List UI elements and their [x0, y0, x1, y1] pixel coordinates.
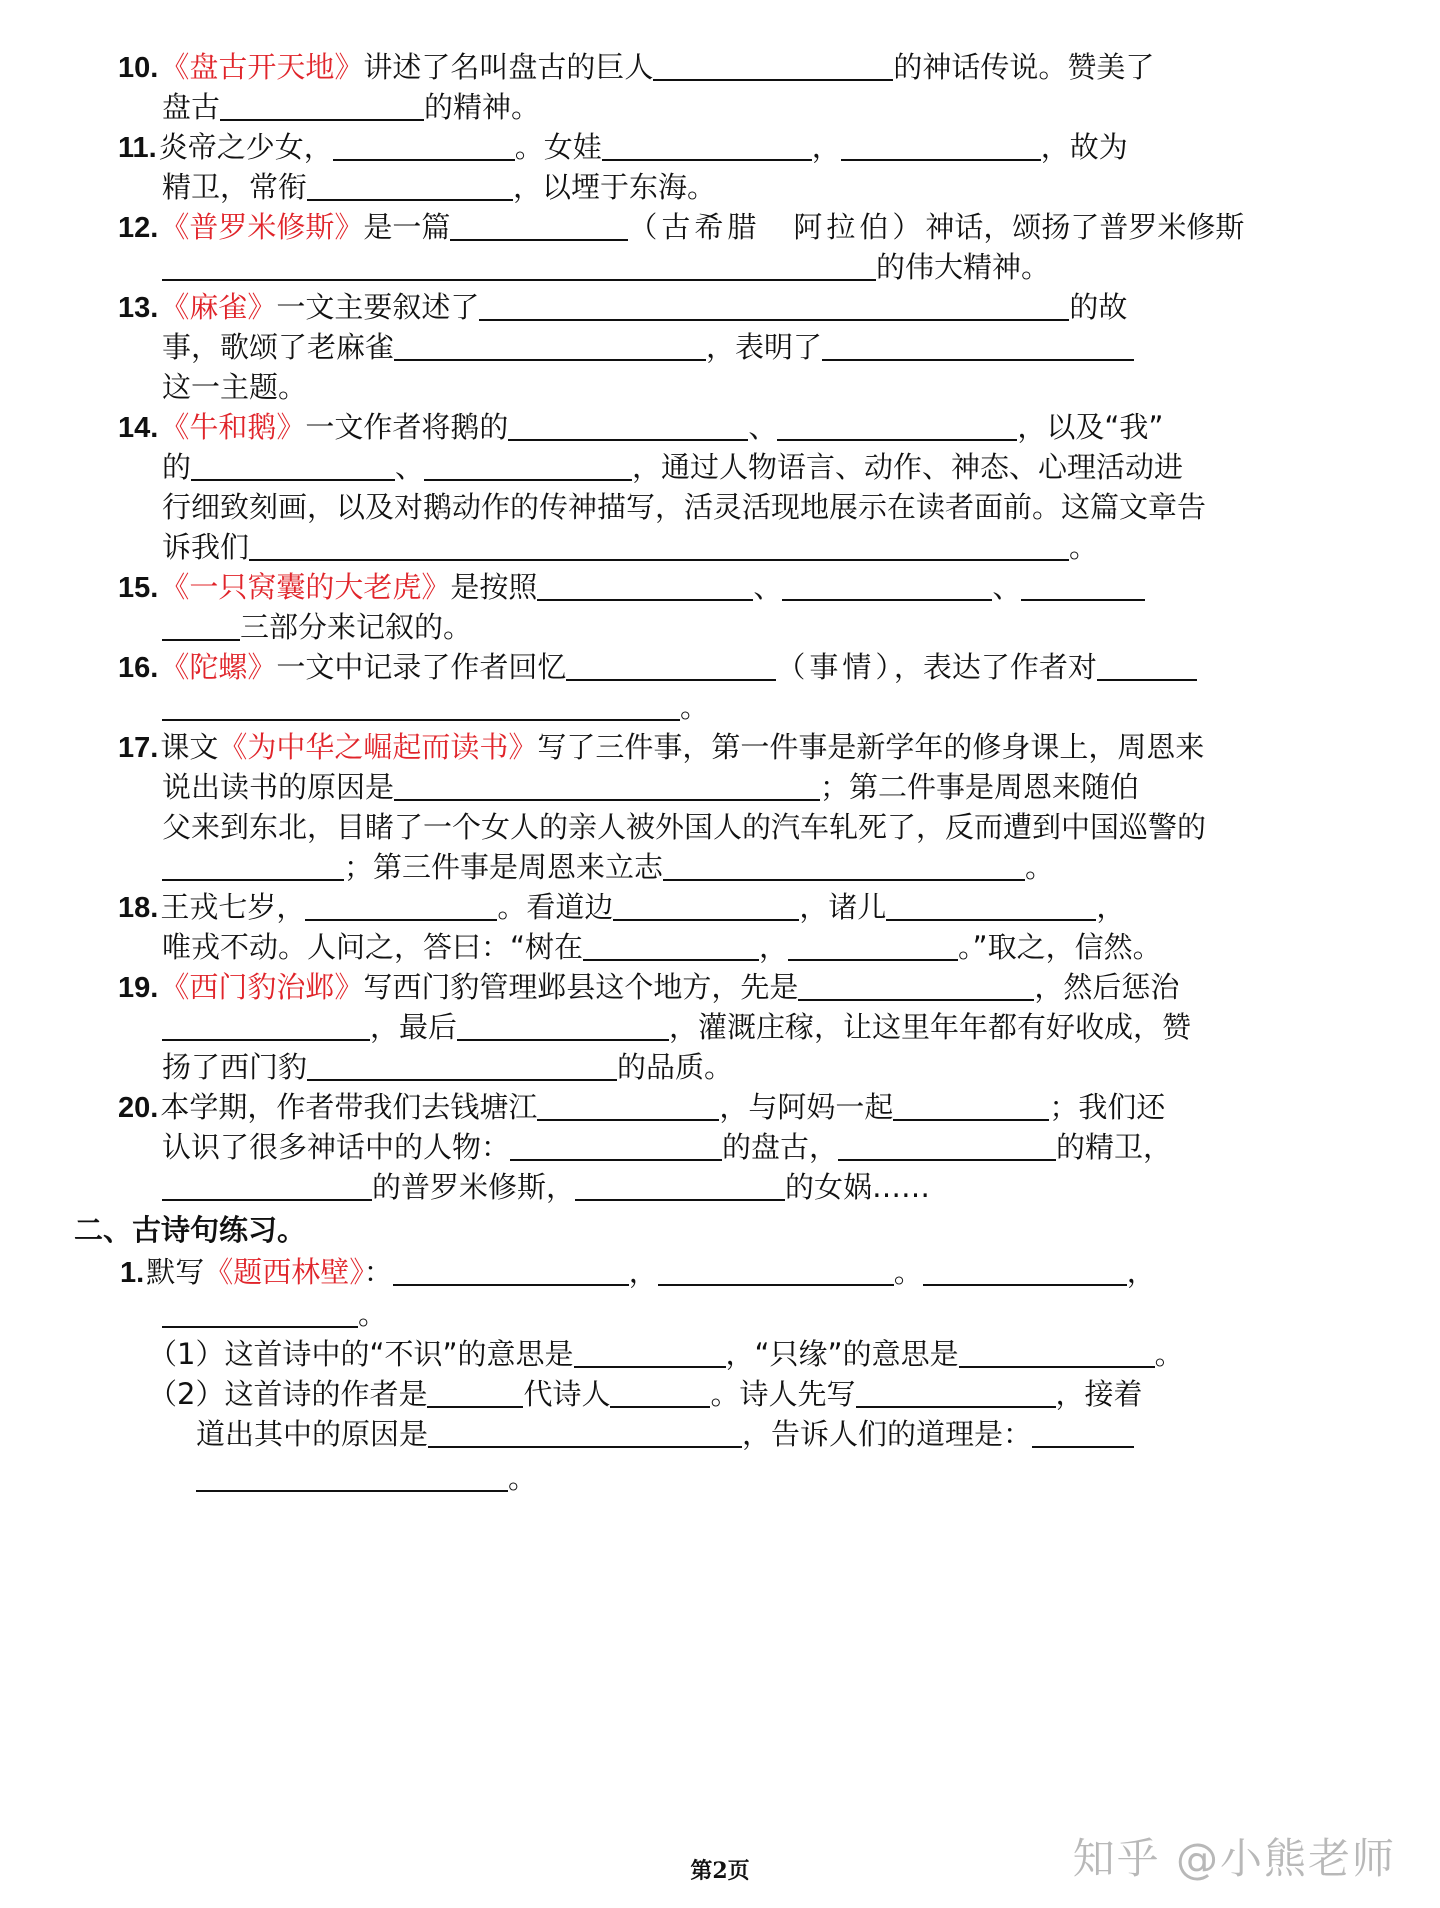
- text: 、: [753, 570, 783, 604]
- q12-line1: [118, 207, 1244, 247]
- q17-line1: [118, 727, 1204, 767]
- q14-line4: [162, 527, 1098, 567]
- text: 一文主要叙述了: [276, 290, 480, 324]
- answer-blank[interactable]: [583, 929, 759, 961]
- text: ，表达了作者对: [893, 650, 1097, 684]
- q10-number: 10.: [118, 52, 159, 84]
- answer-blank[interactable]: [537, 569, 753, 601]
- q14-number: 14.: [118, 412, 159, 444]
- answer-blank[interactable]: [162, 249, 876, 281]
- text: ；第三件事是周恩来立志: [344, 850, 664, 884]
- text: ，“只缘”的意思是: [725, 1337, 959, 1371]
- answer-blank[interactable]: [249, 529, 1069, 561]
- text: 的女娲……: [785, 1170, 931, 1204]
- text: 的: [162, 450, 192, 484]
- text: ，与阿妈一起: [719, 1090, 894, 1124]
- q12-number: 12.: [118, 212, 159, 244]
- text: 王戎七岁，: [160, 890, 306, 924]
- answer-blank[interactable]: [893, 1089, 1049, 1121]
- q19-number: 19.: [118, 972, 159, 1004]
- q11-number: 11.: [118, 132, 157, 164]
- q15-line2: [162, 607, 472, 647]
- text: 、: [395, 450, 425, 484]
- text: ，以堙于东海。: [513, 170, 717, 204]
- answer-blank[interactable]: [220, 89, 424, 121]
- text: 说出读书的原因是: [162, 770, 395, 804]
- answer-blank[interactable]: [162, 849, 344, 881]
- text: 炎帝之少女，: [158, 130, 333, 164]
- text: ，灌溉庄稼，让这里年年都有好收成，赞: [669, 1010, 1192, 1044]
- text: 。: [508, 1461, 538, 1495]
- answer-blank[interactable]: [427, 1376, 523, 1408]
- page-number: 第2页: [690, 1858, 750, 1884]
- text: ，: [759, 930, 789, 964]
- q17-line2: [162, 767, 1139, 807]
- sub2-line3: [196, 1458, 537, 1498]
- answer-blank[interactable]: [1032, 1416, 1134, 1448]
- text: 的普罗米修斯，: [372, 1170, 576, 1204]
- text: 神话，颂扬了普罗米修斯: [925, 210, 1245, 244]
- q13-title: 《麻雀》: [160, 290, 277, 324]
- answer-blank[interactable]: [196, 1460, 508, 1492]
- answer-blank[interactable]: [394, 769, 820, 801]
- text: 。: [1069, 530, 1099, 564]
- text: 这一主题。: [162, 370, 308, 404]
- poem-line2: [162, 1294, 387, 1334]
- text: 。”取之，信然。: [958, 930, 1162, 964]
- q13-number: 13.: [118, 292, 159, 324]
- q10-line2: [162, 87, 540, 127]
- answer-blank[interactable]: [782, 569, 992, 601]
- text: 事，歌颂了老麻雀: [162, 330, 395, 364]
- q17-line3: [162, 807, 1206, 847]
- text: 、: [992, 570, 1022, 604]
- poem-line1: [120, 1252, 1156, 1292]
- q18-line1: [118, 887, 1125, 927]
- answer-blank[interactable]: [162, 609, 240, 641]
- answer-blank[interactable]: [162, 689, 680, 721]
- text: 。诗人先写: [710, 1377, 856, 1411]
- hint-text: （事情）: [776, 650, 894, 684]
- option-choice[interactable]: （古希腊 阿拉伯）: [628, 210, 926, 244]
- text: 的盘古，: [722, 1130, 839, 1164]
- q16-number: 16.: [118, 652, 159, 684]
- q15-number: 15.: [118, 572, 159, 604]
- text: 本学期，作者带我们去钱塘江: [160, 1090, 538, 1124]
- text: 一文作者将鹅的: [305, 410, 509, 444]
- q12-title: 《普罗米修斯》: [160, 210, 364, 244]
- q19-line1: [118, 967, 1179, 1007]
- text: 的伟大精神。: [876, 250, 1051, 284]
- answer-blank[interactable]: [394, 329, 706, 361]
- q12-line2: [162, 247, 1050, 287]
- answer-blank[interactable]: [450, 209, 628, 241]
- answer-blank[interactable]: [788, 929, 958, 961]
- text: ，: [628, 1255, 658, 1289]
- text: 精卫，常衔: [162, 170, 308, 204]
- answer-blank[interactable]: [162, 1169, 372, 1201]
- text: 的精神。: [424, 90, 541, 124]
- q13-line3: [162, 367, 307, 407]
- answer-blank[interactable]: [424, 449, 632, 481]
- q20-number: 20.: [118, 1092, 159, 1124]
- q16-line1: [118, 647, 1197, 687]
- text: 的精卫，: [1056, 1130, 1173, 1164]
- text: 是按照: [450, 570, 538, 604]
- answer-blank[interactable]: [1021, 569, 1145, 601]
- q17-number: 17.: [118, 732, 159, 764]
- sub2-line2: [196, 1414, 1134, 1454]
- watermark: 知乎 @小熊老师: [1072, 1834, 1396, 1883]
- answer-blank[interactable]: [653, 49, 893, 81]
- answer-blank[interactable]: [574, 1336, 726, 1368]
- text: 三部分来记叙的。: [240, 610, 473, 644]
- text: ，: [1096, 890, 1126, 924]
- q10-title: 《盘古开天地》: [160, 50, 364, 84]
- answer-blank[interactable]: [777, 409, 1017, 441]
- text: 盘古: [162, 90, 221, 124]
- text: 诉我们: [162, 530, 250, 564]
- text: 认识了很多神话中的人物：: [162, 1130, 511, 1164]
- answer-blank[interactable]: [798, 969, 1034, 1001]
- q14-line3: [162, 487, 1206, 527]
- q20-line3: [162, 1167, 930, 1207]
- text: ，: [1126, 1255, 1156, 1289]
- answer-blank[interactable]: [479, 289, 1069, 321]
- text: 道出其中的原因是: [196, 1417, 429, 1451]
- sub2-line1: [148, 1374, 1143, 1414]
- q14-line1: [118, 407, 1163, 447]
- q10-line1: [118, 47, 1154, 87]
- text: 、: [748, 410, 778, 444]
- text: 。: [358, 1297, 388, 1331]
- text: ，以及“我”: [1017, 410, 1164, 444]
- text: 唯戎不动。人问之，答曰：“树在: [162, 930, 584, 964]
- text: ，告诉人们的道理是：: [742, 1417, 1033, 1451]
- text: 。: [1025, 850, 1055, 884]
- text: 。女娃: [514, 130, 602, 164]
- q11-line2: [162, 167, 716, 207]
- answer-blank[interactable]: [658, 1254, 894, 1286]
- q19-line3: [162, 1047, 733, 1087]
- text: 讲述了名叫盘古的巨人: [363, 50, 654, 84]
- text: 扬了西门豹: [162, 1050, 308, 1084]
- answer-blank[interactable]: [428, 1416, 742, 1448]
- answer-blank[interactable]: [307, 1049, 617, 1081]
- answer-blank[interactable]: [333, 129, 515, 161]
- answer-blank[interactable]: [393, 1254, 629, 1286]
- answer-blank[interactable]: [307, 169, 513, 201]
- text: ：: [363, 1255, 393, 1289]
- section-heading: 二、古诗句练习。: [74, 1213, 307, 1247]
- q13-line1: [118, 287, 1127, 327]
- text: 的神话传说。赞美了: [893, 50, 1155, 84]
- q15-title: 《一只窝囊的大老虎》: [160, 570, 451, 604]
- answer-blank[interactable]: [191, 449, 395, 481]
- q18-number: 18.: [118, 892, 159, 924]
- text: 行细致刻画，以及对鹅动作的传神描写，活灵活现地展示在读者面前。这篇文章告: [162, 490, 1207, 524]
- answer-blank[interactable]: [923, 1254, 1127, 1286]
- sub1-number: （1）: [148, 1337, 225, 1371]
- answer-blank[interactable]: [838, 1129, 1056, 1161]
- answer-blank[interactable]: [602, 129, 812, 161]
- text: 代诗人: [523, 1377, 611, 1411]
- poem-title: 《题西林壁》: [204, 1255, 364, 1289]
- text: 默写: [146, 1255, 205, 1289]
- answer-blank[interactable]: [886, 889, 1096, 921]
- answer-blank[interactable]: [663, 849, 1025, 881]
- q14-title: 《牛和鹅》: [160, 410, 306, 444]
- answer-blank[interactable]: [566, 649, 776, 681]
- answer-blank[interactable]: [162, 1296, 358, 1328]
- answer-blank[interactable]: [822, 329, 1134, 361]
- text: ，诸儿: [799, 890, 887, 924]
- q11-line1: [118, 127, 1128, 167]
- text: 这首诗的作者是: [224, 1377, 428, 1411]
- q16-title: 《陀螺》: [160, 650, 277, 684]
- answer-blank[interactable]: [537, 1089, 719, 1121]
- text: 。: [680, 690, 710, 724]
- text: 课文: [160, 730, 219, 764]
- text: ，接着: [1055, 1377, 1143, 1411]
- q17-line4: [162, 847, 1054, 887]
- q14-line2: [162, 447, 1183, 487]
- text: 写了三件事，第一件事是新学年的修身课上，周恩来: [537, 730, 1205, 764]
- answer-blank[interactable]: [575, 1169, 785, 1201]
- q13-line2: [162, 327, 1134, 367]
- answer-blank[interactable]: [162, 1009, 370, 1041]
- q19-title: 《西门豹治邺》: [160, 970, 364, 1004]
- text: ，通过人物语言、动作、神态、心理活动进: [632, 450, 1184, 484]
- text: 是一篇: [363, 210, 451, 244]
- answer-blank[interactable]: [457, 1009, 669, 1041]
- sub2-number: （2）: [148, 1377, 225, 1411]
- answer-blank[interactable]: [613, 889, 799, 921]
- q19-line2: [162, 1007, 1191, 1047]
- answer-blank[interactable]: [510, 1129, 722, 1161]
- answer-blank[interactable]: [959, 1336, 1155, 1368]
- q18-line2: [162, 927, 1162, 967]
- p1-number: 1.: [120, 1257, 145, 1289]
- answer-blank[interactable]: [1097, 649, 1197, 681]
- text: ，最后: [370, 1010, 458, 1044]
- text: 这首诗中的“不识”的意思是: [224, 1337, 574, 1371]
- q20-line1: [118, 1087, 1165, 1127]
- answer-blank[interactable]: [610, 1376, 710, 1408]
- q20-line2: [162, 1127, 1172, 1167]
- text: 写西门豹管理邺县这个地方，先是: [363, 970, 799, 1004]
- text: 父来到东北，目睹了一个女人的亲人被外国人的汽车轧死了，反而遭到中国巡警的: [162, 810, 1207, 844]
- text: ，然后惩治: [1034, 970, 1180, 1004]
- q15-line1: [118, 567, 1145, 607]
- text: 。看道边: [497, 890, 614, 924]
- q16-line2: [162, 687, 709, 727]
- answer-blank[interactable]: [841, 129, 1041, 161]
- text: 的品质。: [617, 1050, 734, 1084]
- sub1-line1: [148, 1334, 1184, 1374]
- text: ，表明了: [706, 330, 823, 364]
- answer-blank[interactable]: [508, 409, 748, 441]
- text: ，故为: [1040, 130, 1128, 164]
- text: 。: [893, 1255, 923, 1289]
- text: 的故: [1069, 290, 1128, 324]
- answer-blank[interactable]: [305, 889, 497, 921]
- text: ；我们还: [1049, 1090, 1166, 1124]
- text: ，: [811, 130, 841, 164]
- text: 一文中记录了作者回忆: [276, 650, 567, 684]
- text: ；第二件事是周恩来随伯: [820, 770, 1140, 804]
- text: 。: [1154, 1337, 1184, 1371]
- q17-title: 《为中华之崛起而读书》: [218, 730, 538, 764]
- answer-blank[interactable]: [856, 1376, 1056, 1408]
